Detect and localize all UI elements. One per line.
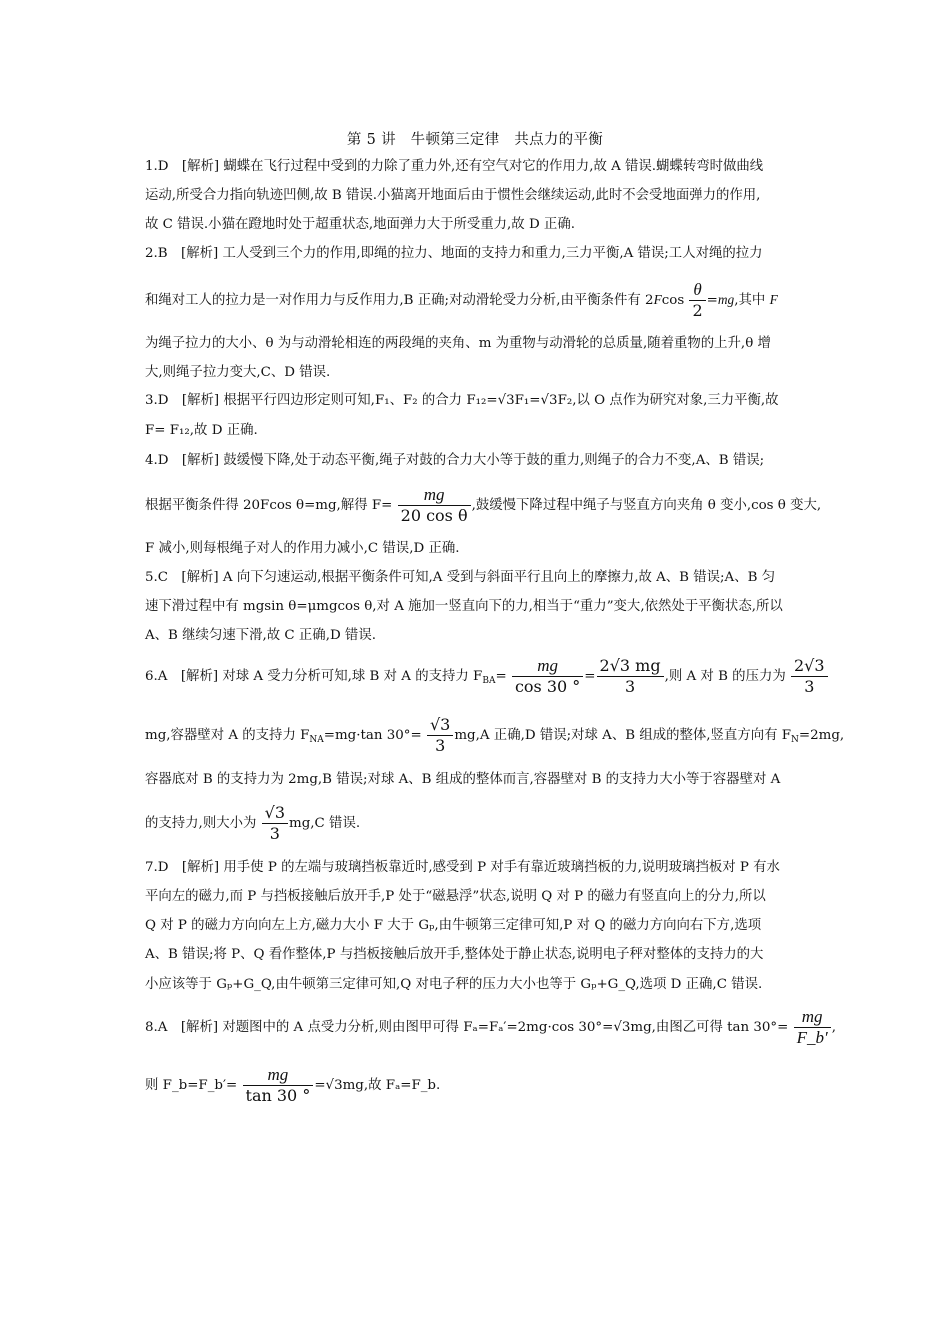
q8-fraction-2: $\frac{mg}{\tan 30 ^\circ}$ — [243, 1065, 314, 1106]
q6-fraction-3: $\frac{2√3}{3}$ — [791, 656, 828, 697]
q8-fraction-1: $\frac{mg}{F\_b'}$ — [794, 1007, 831, 1048]
q4-fraction: $\frac{mg}{\text{20 cos θ}}$ — [398, 485, 471, 526]
q6-line-3: 容器底对 B 的支持力为 2mg,B 错误;对球 A、B 组成的整体而言,容器壁对 B 的支持力大小等于容器壁对 A — [145, 772, 781, 787]
q2-line-2: 和绳对工人的拉力是一对作用力与反作用力,B 正确;对动滑轮受力分析,由平衡条件有 2Fcos $\frac{\theta}{2}$ =mg,其中 F — [145, 280, 778, 320]
q1-line-3: 故 C 错误.小猫在蹬地时处于超重状态,地面弹力大于所受重力,故 D 正确. — [145, 217, 575, 232]
q2-line-4: 大,则绳子拉力变大,C、D 错误. — [145, 365, 331, 380]
q8-line-1: 8.A [解析] 对题图中的 A 点受力分析,则由图甲可得 Fₐ=Fₐ′=2mg·cos 30°=√3mg,由图乙可得 tan 30°= $\frac{mg}{F\_b'}$ , — [145, 1007, 836, 1047]
q6-line-2: mg,容器壁对 A 的支持力 $F_{NA}=mg\cdot\tan$ 30°= $\frac{√3}{3}$ mg,A 正确,D 错误;对球 A、B 组成的整体,竖直方向有 $F_N=2mg$, — [145, 715, 845, 755]
q1-line-2: 运动,所受合力指向轨迹凹侧,故 B 错误.小猫离开地面后由于惯性会继续运动,此时不会受地面弹力的作用, — [145, 188, 761, 203]
q3-line-2: F= F₁₂,故 D 正确. — [145, 423, 258, 438]
q7-line-3: Q 对 P 的磁力方向向左上方,磁力大小 F 大于 Gₚ,由牛顿第三定律可知,P 对 Q 的磁力方向向右下方,选项 — [145, 918, 762, 933]
q5-line-3: A、B 继续匀速下滑,故 C 正确,D 错误. — [145, 628, 376, 643]
q6-fraction-2: $\frac{2√3 mg}{3}$ — [597, 656, 664, 697]
q7-line-5: 小应该等于 Gₚ+G_Q,由牛顿第三定律可知,Q 对电子秤的压力大小也等于 Gₚ+G_Q,选项 D 正确,C 错误. — [145, 977, 763, 992]
q7-line-4: A、B 错误;将 P、Q 看作整体,P 与挡板接触后放开手,整体处于静止状态,说明电子秤对整体的支持力的大 — [145, 947, 764, 962]
q7-line-2: 平向左的磁力,而 P 与挡板接触后放开手,P 处于“磁悬浮”状态,说明 Q 对 P 的磁力有竖直向上的分力,所以 — [145, 889, 766, 904]
q6-fraction-1: $\frac{mg}{\cos 30 ^\circ}$ — [512, 656, 583, 697]
q5-line-2: 速下滑过程中有 mgsin θ=μmgcos θ,对 A 施加一竖直向下的力,相当于“重力”变大,依然处于平衡状态,所以 — [145, 599, 783, 614]
q6-fraction-4: $\frac{√3}{3}$ — [427, 715, 453, 756]
q6-fraction-5: $\frac{√3}{3}$ — [262, 803, 288, 844]
q5-line-1: 5.C [解析] A 向下匀速运动,根据平衡条件可知,A 受到与斜面平行且向上的摩擦力,故 A、B 错误;A、B 匀 — [145, 570, 776, 585]
q6-line-4: 的支持力,则大小为 $\frac{√3}{3}$ mg,C 错误. — [145, 803, 361, 843]
q4-line-2: 根据平衡条件得 20Fcos θ=mg,解得 F= $\frac{mg}{\text{20 cos θ}}$ ,鼓缓慢下降过程中绳子与竖直方向夹角 θ 变小,cos θ 变大, — [145, 485, 822, 525]
q2-fraction: $\frac{\theta}{2}$ — [689, 280, 705, 321]
q4-line-3: F 减小,则每根绳子对人的作用力减小,C 错误,D 正确. — [145, 541, 460, 556]
page-title: 第 5 讲 牛顿第三定律 共点力的平衡 — [346, 132, 604, 148]
q3-line-1: 3.D [解析] 根据平行四边形定则可知,F₁、F₂ 的合力 F₁₂=√3F₁=√3F₂,以 O 点作为研究对象,三力平衡,故 — [145, 393, 779, 408]
q4-line-1: 4.D [解析] 鼓缓慢下降,处于动态平衡,绳子对鼓的合力大小等于鼓的重力,则绳子的合力不变,A、B 错误; — [145, 453, 765, 468]
q6-line-1: 6.A [解析] 对球 A 受力分析可知,球 B 对 A 的支持力 $F_{BA}=$ $\frac{mg}{\cos 30 ^\circ}$ = $\frac{2√3 mg}{3}$ ,则 A 对 B 的压力为 $\frac{2√3}{3}$ — [145, 653, 805, 703]
q1-line-1: 1.D [解析] 蝴蝶在飞行过程中受到的力除了重力外,还有空气对它的作用力,故 A 错误.蝴蝶转弯时做曲线 — [145, 159, 764, 174]
q2-line-1: 2.B [解析] 工人受到三个力的作用,即绳的拉力、地面的支持力和重力,三力平衡,A 错误;工人对绳的拉力 — [145, 246, 763, 261]
q8-line-2: 则 F_b=F_b′= $\frac{mg}{\tan 30 ^\circ}$ =√3mg,故 Fₐ=F_b. — [145, 1065, 441, 1105]
q2-line-3: 为绳子拉力的大小、θ 为与动滑轮相连的两段绳的夹角、m 为重物与动滑轮的总质量,随着重物的上升,θ 增 — [145, 336, 771, 351]
q7-line-1: 7.D [解析] 用手使 P 的左端与玻璃挡板靠近时,感受到 P 对手有靠近玻璃挡板的力,说明玻璃挡板对 P 有水 — [145, 860, 780, 875]
